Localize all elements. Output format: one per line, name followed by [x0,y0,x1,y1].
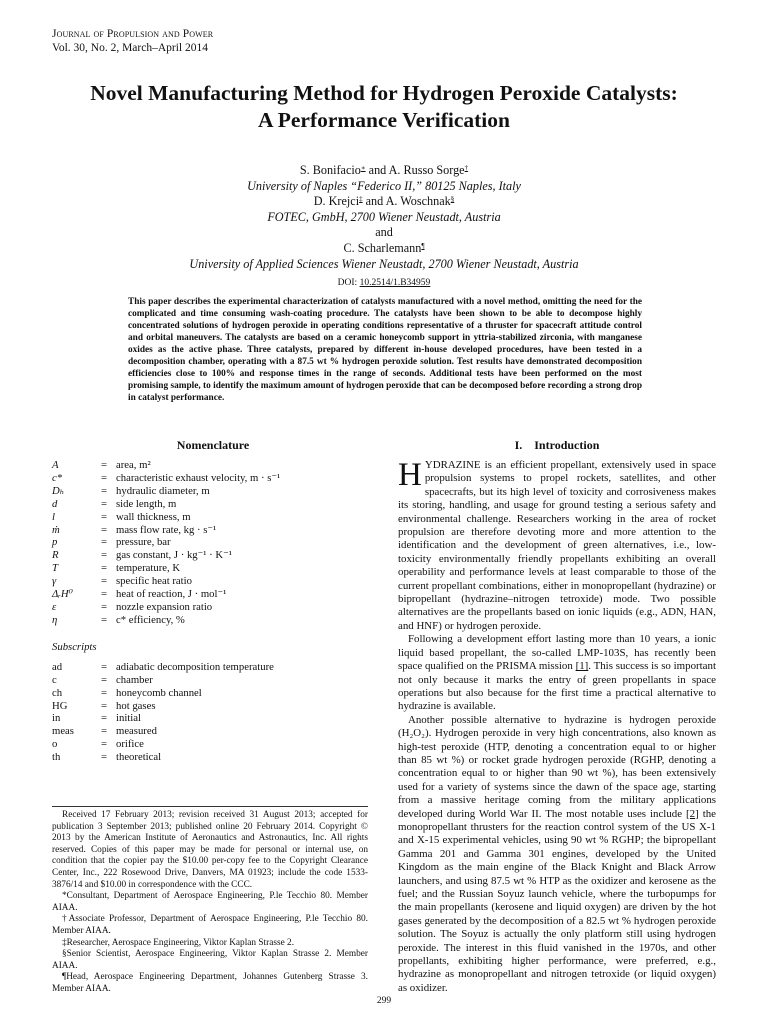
symbol: γ [52,575,57,588]
paper-title-line-1: Novel Manufacturing Method for Hydrogen Peroxide Catalysts: [90,81,678,105]
equals-sign: = [100,660,108,673]
paragraph-text: . This success is so important not only because it marks the entry of green propellants in space operations but also because for the first time a practical alternative to hydrazine is available. [398,660,716,713]
footnote: §Senior Scientist, Aerospace Engineering, Viktor Kaplan Strasse 2. Member AIAA. [52,949,368,971]
affiliation: FOTEC, GmbH, 2700 Wiener Neustadt, Austria [267,209,501,224]
footnote: ‡Researcher, Aerospace Engineering, Viktor Kaplan Strasse 2. [62,937,295,948]
paragraph-text: the monopropellant thrusters for the reaction control system of the US X-1 and X-15 experimental vehicles, using 90 wt % RGHP; the bipropellant Gamma 201 and Gamma 301 engines, developed by the United Kingdom as the main engine of the Black Knight and Black Arrow launchers, and using 87.5 wt % HTP as the oxidizer and kerosene as the fuel; and the Russian Soyuz launch vehicle, where the turbopumps for the main propellants (kerosene and liquid oxygen) are driven by the hot gases generated by the decomposition of a 82.5 wt % hydrogen peroxide solution. The Soyuz is actually the only platform still using hydrogen peroxide. The interest in this fluid vanished in the 1970s, and other propellants, exhibiting higher performance, were preferred, e.g., hydrazine as monopropellant and nitrogen tetroxide (or liquid oxygen) as oxidizer. [398,807,717,994]
nomenclature-row [52,614,374,627]
citation-link[interactable]: [2] [686,807,699,820]
definition: theoretical [116,751,162,764]
author-name: C. Scharlemann [343,240,422,255]
symbol: ch [52,686,63,699]
footnote-mark[interactable]: † [464,164,469,172]
footnote: †Associate Professor, Department of Aerospace Engineering, P.le Tecchio 80. Member AIAA. [52,914,368,936]
definition: measured [116,725,157,738]
intro-paragraph-3 [398,714,716,996]
nomenclature-title: Nomenclature [176,438,250,452]
equals-sign: = [100,588,108,601]
section-title-introduction: I. Introduction [514,438,600,452]
equals-sign: = [100,575,108,588]
author-line-3 [40,241,728,257]
equals-sign: = [100,686,108,699]
equals-sign: = [100,600,108,613]
equals-sign: = [100,562,108,575]
author-block [40,163,728,272]
doi-line [40,278,728,288]
nomenclature-row [52,601,374,614]
nomenclature-row [52,712,374,725]
nomenclature-row [52,674,374,687]
symbol: in [52,712,61,725]
nomenclature-table [52,459,374,627]
nomenclature-row [52,459,374,472]
author-name: and A. Russo Sorge [365,163,465,177]
definition: c* efficiency, % [116,613,185,626]
definition: hot gases [116,699,156,712]
author-and: and [375,225,393,240]
definition: characteristic exhaust velocity, m · s⁻¹ [116,471,281,484]
symbol: ε [52,600,57,613]
nomenclature-row [52,751,374,764]
symbol: η [52,613,58,626]
definition: hydraulic diameter, m [116,484,210,497]
author-line-2 [40,194,728,210]
intro-paragraph-1 [398,459,716,633]
footnote: *Consultant, Department of Aerospace Engineering, P.le Tecchio 80. Member AIAA. [52,891,368,913]
nomenclature-row [52,472,374,485]
symbol: p [52,536,58,549]
nomenclature-row [52,511,374,524]
nomenclature-row [52,588,374,601]
symbol: meas [52,725,74,738]
abstract: This paper describes the experimental characterization of catalysts manufactured with a novel method, omitting the need for the complicated and time consuming wash-coating procedure. The catalysts have been shown to be able to decompose highly concentrated solutions of hydrogen peroxide in operating conditions representative of a thruster for spacecraft attitude control and orbital maneuvers. The catalysts are based on a ceramic honeycomb support in yttria-stabilized zirconia, with manganese oxides as the active phase. Three catalysts, prepared by different in-house developed procedures, have been tested in a decomposition chamber, operating with a 87.5 wt % hydrogen peroxide solution. Test results have demonstrated decomposition efficiencies close to 100% and response times in the range of seconds. Additional tests have been performed on the most promising sample, to identify the maximum amount of hydrogen peroxide that can be decomposed before recording a strong drop in catalyst performance. [128,297,642,403]
author-line-1 [40,163,728,179]
author-name: and A. Woschnak [362,194,451,209]
definition: chamber [116,673,153,686]
nomenclature-row [52,700,374,713]
paragraph-text: YDRAZINE is an efficient propellant, extensively used in space propulsion systems to propel rockets, satellites, and other spacecrafts, but its high level of toxicity and corrosiveness makes its storing, handling, and usage for ground testing a serious safety and environmental challenge. Researchers working in the area of rocket propulsion are therefore devoting more and more attention to the identification and the development of green alternatives, i.e., low-toxicity environmentally friendly propellants exhibiting an overall operability and performance levels at least comparable to those of the current propellant combinations, either in monopropellant (hydrazine) or bipropellant (hydrazine–nitrogen tetroxide) mode. Two possible alternatives are the propellants based on ionic liquids (e.g., ADN, HAN, and HNF) or hydrogen peroxide. [398,459,716,632]
journal-name: Journal of Propulsion and Power [52,28,214,40]
author-name: D. Krejci [313,194,360,209]
equals-sign: = [100,523,108,536]
nomenclature-row [52,687,374,700]
paper-title [40,80,728,134]
equals-sign: = [100,673,108,686]
equals-sign: = [100,738,108,751]
symbol: c* [52,471,63,484]
definition: heat of reaction, J · mol⁻¹ [116,588,227,601]
equals-sign: = [100,613,108,626]
paragraph-text: Another possible alternative to hydrazine is hydrogen peroxide (H₂O₂). Hydrogen peroxide in very high concentrations, also known as high-test peroxide (HTP, denoting a concentration equal to or higher than 85 wt %) or rocket grade hydrogen peroxide (RGHP, denoting a concentration equal to or higher than 90 wt %), has been extensively used for a variety of systems since the dawn of the space age, starting from a massive heritage coming from the military applications developed during World War II. The most notable uses include [398,713,716,820]
author-name: S. Bonifacio [299,163,361,177]
footnote: ¶Head, Aerospace Engineering Department, Johannes Gutenberg Strasse 3. Member AIAA. [52,972,368,994]
drop-cap: H [398,457,422,493]
nomenclature-row [52,485,374,498]
symbol: A [52,459,59,471]
symbol: l [52,510,55,523]
definition: area, m² [116,459,151,471]
equals-sign: = [100,725,108,738]
symbol: d [52,497,58,510]
affiliation: University of Applied Sciences Wiener Neustadt, 2700 Wiener Neustadt, Austria [189,256,579,271]
definition: honeycomb channel [116,686,202,699]
subscripts-title: Subscripts [52,640,97,653]
definition: initial [116,712,141,725]
symbol: HG [52,699,68,712]
nomenclature-row [52,575,374,588]
footnote-mark[interactable]: § [450,195,455,204]
definition: wall thickness, m [116,510,191,523]
affiliation: University of Naples “Federico II,” 80125 Naples, Italy [247,178,521,193]
nomenclature-row [52,524,374,537]
symbol: ΔᵣH⁰ [52,588,73,601]
nomenclature-row [52,725,374,738]
symbol: o [52,738,58,751]
definition: orifice [116,738,144,751]
received-note: Received 17 February 2013; revision received 31 August 2013; accepted for publication 3 September 2013; published online 20 February 2014. Copyright © 2013 by the American Institute of Aeronautics and Astronautics, Inc. All rights reserved. Copies of this paper may be made for personal or internal use, on condition that the copier pay the $10.00 per-copy fee to the Copyright Clearance Center, Inc., 222 Rosewood Drive, Danvers, MA 01923; include the code 1533-3876/14 and $10.00 in correspondence with the CCC. [52,810,368,890]
intro-paragraph-2 [398,633,716,713]
definition: temperature, K [116,562,181,575]
equals-sign: = [100,549,108,562]
equals-sign: = [100,484,108,497]
citation-link[interactable]: [1] [575,660,589,673]
definition: mass flow rate, kg · s⁻¹ [116,523,217,536]
footnote-mark[interactable]: ‡ [359,195,363,204]
nomenclature-row [52,549,374,562]
equals-sign: = [100,459,108,471]
nomenclature-row [52,536,374,549]
definition: gas constant, J · kg⁻¹ · K⁻¹ [116,549,232,562]
definition: side length, m [116,497,177,510]
nomenclature-row [52,498,374,511]
doi-label: DOI: [337,278,360,288]
definition: pressure, bar [116,536,171,549]
symbol: th [52,751,61,764]
nomenclature-row [52,738,374,751]
page-number: 299 [376,996,392,1006]
equals-sign: = [100,699,108,712]
symbol: Dₕ [52,484,65,497]
symbol: c [52,673,57,686]
journal-header [52,27,213,55]
footnote-mark[interactable]: ∗ [360,164,366,172]
nomenclature-row [52,661,374,674]
subscripts-table [52,661,374,764]
equals-sign: = [100,510,108,523]
footnotes [52,806,368,996]
equals-sign: = [100,712,108,725]
doi-link[interactable]: 10.2514/1.B34959 [359,278,431,288]
paragraph-text: Following a development effort lasting more than 10 years, a ionic liquid based propellant, the so-called LMP-103S, has recently been space qualified on the PRISMA mission [398,633,716,673]
journal-issue: Vol. 30, No. 2, March–April 2014 [52,42,208,54]
left-column [52,437,374,764]
equals-sign: = [100,497,108,510]
definition: nozzle expansion ratio [116,600,213,613]
footnote-mark[interactable]: ¶ [421,241,425,250]
symbol: T [52,562,58,575]
equals-sign: = [100,536,108,549]
symbol: ad [52,660,63,673]
symbol: R [52,549,59,562]
equals-sign: = [100,751,108,764]
definition: specific heat ratio [116,575,192,588]
nomenclature-row [52,562,374,575]
paper-title-line-2: A Performance Verification [258,108,510,132]
symbol: ṁ [52,523,60,536]
equals-sign: = [100,471,108,484]
definition: adiabatic decomposition temperature [116,660,274,673]
right-column [398,437,716,995]
